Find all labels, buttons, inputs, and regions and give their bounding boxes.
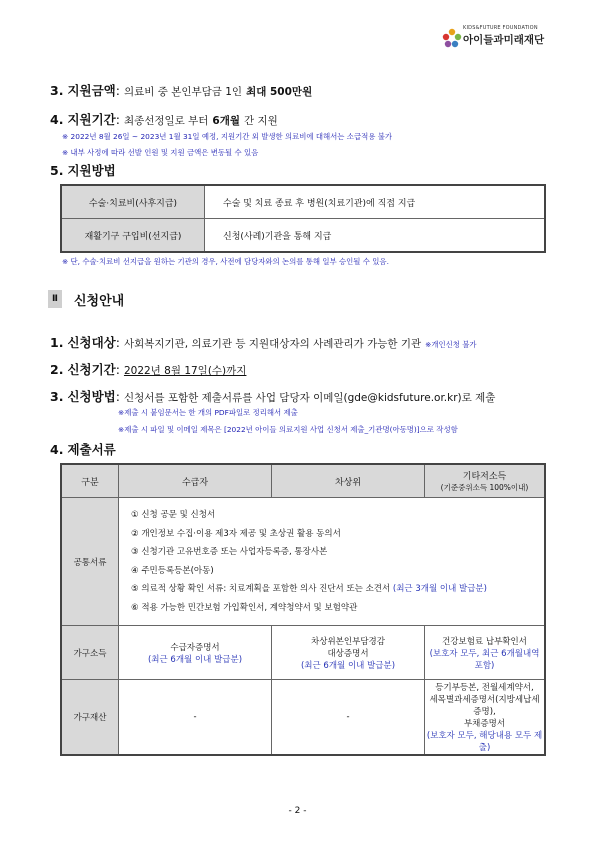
common-docs-list — [119, 498, 546, 626]
list-item: ⑥ 적용 가능한 민간보험 가입확인서, 계약청약서 및 보험약관 — [131, 602, 358, 613]
logo-english: KIDS&FUTURE FOUNDATION — [463, 25, 538, 31]
list-item: ④ 주민등록등본(아동) — [131, 565, 214, 576]
assets-other-cell: 등기부등본, 전월세계약서, 세목별과세증명서(지방세납세증명), 부채증명서 (보호자 모두, 해당내용 모두 제출) — [425, 680, 546, 756]
method-table — [60, 184, 546, 253]
submission-note-1: ※제출 시 붙임문서는 한 개의 PDF파일로 정리해서 제출 — [118, 408, 298, 417]
period-note-1: ※ 2022년 8월 26일 ~ 2023년 1월 31일 예정, 지원기간 외 발생한 의료비에 대해서는 소급적용 불가 — [62, 132, 392, 141]
header-near-poverty: 차상위 — [272, 464, 425, 498]
header-other-low-income: 기타저소득 (기준중위소득 100%이내) — [425, 464, 546, 498]
logo-korean: 아이들과미래재단 — [463, 34, 545, 46]
table-row — [61, 626, 545, 680]
method-label: 재활기구 구입비(선지급) — [61, 219, 205, 253]
foundation-logo — [441, 25, 551, 51]
common-docs-label: 공통서류 — [61, 498, 119, 626]
section-number-badge: Ⅱ — [48, 290, 62, 308]
table-header-row — [61, 464, 545, 498]
income-label: 가구소득 — [61, 626, 119, 680]
heading-target: 1. 신청대상: 사회복지기관, 의료기관 등 지원대상자의 사례관리가 가능한 기관 ※개인신청 불가 — [50, 335, 477, 350]
logo-flower-icon — [441, 27, 463, 49]
assets-near-poverty-cell: - — [272, 680, 425, 756]
heading-support-method: 5. 지원방법 — [50, 163, 116, 178]
period-note-2: ※ 내부 사정에 따라 선발 인원 및 지원 금액은 변동될 수 있음 — [62, 148, 259, 157]
heading-support-amount: 3. 지원금액: 의료비 중 본인부담금 1인 최대 500만원 — [50, 83, 313, 98]
list-item: ③ 신청기관 고유번호증 또는 사업자등록증, 통장사본 — [131, 547, 328, 557]
table-row — [61, 498, 545, 626]
income-recipient-cell: 수급자증명서 (최근 6개월 이내 발급분) — [119, 626, 272, 680]
submission-note-2: ※제출 시 파일 및 이메일 제목은 [2022년 아이들 의료지원 사업 신청서 제출_기관명(아동명)]으로 작성함 — [118, 425, 458, 434]
heading-period: 2. 신청기간: 2022년 8월 17일(수)까지 — [50, 362, 247, 377]
page-number: - 2 - — [288, 806, 307, 816]
income-near-poverty-cell: 차상위본인부담경감 대상증명서 (최근 6개월 이내 발급분) — [272, 626, 425, 680]
header-category: 구분 — [61, 464, 119, 498]
method-label: 수술·치료비(사후지급) — [61, 185, 205, 219]
heading-documents: 4. 제출서류 — [50, 442, 116, 457]
assets-recipient-cell: - — [119, 680, 272, 756]
method-note: ※ 단, 수술·치료비 선지급을 원하는 기관의 경우, 사전에 담당자와의 논의를 통해 일부 승인될 수 있음. — [62, 257, 389, 266]
list-item: ⑤ 의료적 상황 확인 서류: 치료계획을 포함한 의사 진단서 또는 소견서 (최근 3개월 이내 발급분) — [131, 584, 487, 594]
assets-label: 가구재산 — [61, 680, 119, 756]
table-row — [61, 219, 545, 253]
heading-method: 3. 신청방법: 신청서를 포함한 제출서류를 사업 담당자 이메일(gde@kidsfuture.or.kr)로 제출 — [50, 389, 496, 404]
table-row — [61, 680, 545, 756]
income-other-cell: 건강보험료 납부확인서 (보호자 모두, 최근 6개월내역 포함) — [425, 626, 546, 680]
header-recipient: 수급자 — [119, 464, 272, 498]
table-row — [61, 185, 545, 219]
heading-support-period: 4. 지원기간: 최종선정일로 부터 6개월 간 지원 — [50, 112, 278, 127]
documents-table — [60, 463, 546, 756]
section-title: 신청안내 — [74, 294, 125, 309]
method-value: 수술 및 치료 종료 후 병원(치료기관)에 직접 지급 — [205, 185, 546, 219]
list-item: ① 신청 공문 및 신청서 — [131, 510, 216, 520]
method-value: 신청(사례)기관을 통해 지급 — [205, 219, 546, 253]
list-item: ② 개인정보 수집·이용 제3자 제공 및 초상권 활용 동의서 — [131, 528, 341, 539]
